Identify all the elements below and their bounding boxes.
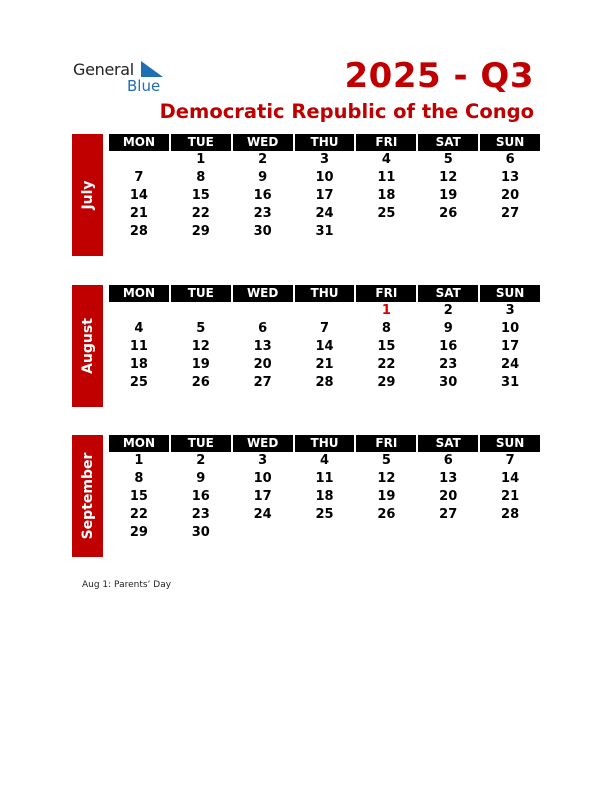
day-cell: 7 (319, 321, 330, 336)
week-row (109, 151, 540, 169)
day-cell: 17 (315, 188, 334, 203)
day-cell: 29 (129, 525, 148, 540)
logo-text-blue: Blue (127, 77, 161, 95)
empty-day-cell (109, 302, 169, 320)
week-row (109, 320, 540, 338)
day-cell: 20 (501, 188, 520, 203)
weekday-header: FRI (356, 134, 416, 151)
week-row (109, 452, 540, 470)
day-cell: 9 (196, 471, 206, 486)
day-cell: 24 (315, 206, 334, 221)
day-cell: 11 (129, 339, 148, 354)
day-cell: 18 (315, 489, 334, 504)
day-cell: 13 (439, 471, 458, 486)
day-cell: 1 (196, 152, 206, 167)
day-cell: 19 (439, 188, 458, 203)
day-cell: 2 (443, 303, 453, 318)
day-cell: 10 (501, 321, 520, 336)
day-cell: 15 (129, 489, 148, 504)
day-cell: 2 (196, 453, 206, 468)
weekday-header: TUE (171, 285, 231, 302)
country-subtitle: Democratic Republic of the Congo (159, 100, 534, 123)
day-cell: 30 (253, 224, 272, 239)
weekday-header: MON (109, 134, 169, 151)
day-cell: 10 (315, 170, 334, 185)
weekday-header: THU (295, 134, 355, 151)
day-cell: 20 (439, 489, 458, 504)
weekday-header: SUN (480, 134, 540, 151)
day-cell: 15 (191, 188, 210, 203)
weekday-header: MON (109, 285, 169, 302)
day-cell: 3 (258, 453, 268, 468)
weekday-header: SUN (480, 285, 540, 302)
empty-day-cell (171, 302, 231, 320)
day-cell: 12 (377, 471, 396, 486)
month-name: July (79, 180, 96, 210)
day-cell: 27 (501, 206, 520, 221)
day-cell: 28 (315, 375, 334, 390)
weekday-header: WED (233, 134, 293, 151)
empty-day-cell (480, 524, 540, 542)
week-row (109, 356, 540, 374)
weekday-header: WED (233, 285, 293, 302)
day-cell: 6 (258, 321, 268, 336)
day-cell: 25 (377, 206, 396, 221)
empty-day-cell (233, 524, 293, 542)
generalblue-logo (73, 60, 173, 96)
day-cell: 28 (501, 507, 520, 522)
day-cell: 12 (439, 170, 458, 185)
day-cell: 31 (315, 224, 334, 239)
day-cell: 8 (134, 471, 144, 486)
holiday-day-cell: 1 (381, 303, 391, 318)
day-cell: 4 (134, 321, 144, 336)
month-grid (109, 285, 540, 392)
logo-text-general: General (73, 60, 134, 79)
day-cell: 26 (439, 206, 458, 221)
weekday-header: TUE (171, 134, 231, 151)
day-cell: 23 (439, 357, 458, 372)
week-row (109, 169, 540, 187)
week-row (109, 524, 540, 542)
week-row (109, 374, 540, 392)
day-cell: 1 (134, 453, 144, 468)
week-row (109, 338, 540, 356)
weekday-header: MON (109, 435, 169, 452)
day-cell: 16 (253, 188, 272, 203)
day-cell: 6 (505, 152, 515, 167)
day-cell: 29 (377, 375, 396, 390)
weekday-header-row (109, 134, 540, 151)
day-cell: 30 (191, 525, 210, 540)
day-cell: 24 (501, 357, 520, 372)
month-name: August (79, 318, 96, 374)
day-cell: 21 (501, 489, 520, 504)
day-cell: 4 (319, 453, 330, 468)
week-row (109, 223, 540, 241)
empty-day-cell (418, 223, 478, 241)
weekday-header: SAT (418, 134, 478, 151)
week-row (109, 470, 540, 488)
day-cell: 22 (129, 507, 148, 522)
day-cell: 24 (253, 507, 272, 522)
day-cell: 7 (505, 453, 515, 468)
logo-triangle-icon (141, 61, 163, 77)
empty-day-cell (109, 151, 169, 169)
day-cell: 26 (191, 375, 210, 390)
weekday-header: WED (233, 435, 293, 452)
day-cell: 4 (381, 152, 391, 167)
day-cell: 27 (439, 507, 458, 522)
day-cell: 13 (501, 170, 520, 185)
month-grid (109, 435, 540, 542)
day-cell: 22 (377, 357, 396, 372)
month-label-tab (72, 435, 103, 557)
week-row (109, 187, 540, 205)
empty-day-cell (295, 524, 355, 542)
weekday-header: SAT (418, 435, 478, 452)
empty-day-cell (295, 302, 355, 320)
day-cell: 6 (443, 453, 453, 468)
week-row (109, 302, 540, 320)
day-cell: 15 (377, 339, 396, 354)
day-cell: 22 (191, 206, 210, 221)
month-label-tab (72, 134, 103, 256)
day-cell: 5 (196, 321, 206, 336)
day-cell: 21 (315, 357, 334, 372)
day-cell: 3 (505, 303, 515, 318)
weekday-header: SAT (418, 285, 478, 302)
day-cell: 11 (377, 170, 396, 185)
month-label-tab (72, 285, 103, 407)
day-cell: 8 (196, 170, 206, 185)
day-cell: 3 (319, 152, 330, 167)
weekday-header-row (109, 285, 540, 302)
holiday-note: Aug 1: Parents’ Day (82, 580, 172, 590)
day-cell: 16 (439, 339, 458, 354)
empty-day-cell (233, 302, 293, 320)
day-cell: 16 (191, 489, 210, 504)
empty-day-cell (480, 223, 540, 241)
day-cell: 14 (129, 188, 148, 203)
day-cell: 21 (129, 206, 148, 221)
week-row (109, 488, 540, 506)
day-cell: 5 (381, 453, 391, 468)
day-cell: 31 (501, 375, 520, 390)
day-cell: 17 (253, 489, 272, 504)
day-cell: 30 (439, 375, 458, 390)
day-cell: 11 (315, 471, 334, 486)
empty-day-cell (356, 524, 416, 542)
day-cell: 10 (253, 471, 272, 486)
day-cell: 17 (501, 339, 520, 354)
day-cell: 13 (253, 339, 272, 354)
weekday-header: FRI (356, 285, 416, 302)
day-cell: 20 (253, 357, 272, 372)
weekday-header: THU (295, 435, 355, 452)
day-cell: 7 (134, 170, 144, 185)
day-cell: 14 (315, 339, 334, 354)
week-row (109, 205, 540, 223)
day-cell: 2 (258, 152, 268, 167)
weekday-header: THU (295, 285, 355, 302)
day-cell: 29 (191, 224, 210, 239)
day-cell: 23 (191, 507, 210, 522)
day-cell: 28 (129, 224, 148, 239)
weekday-header: SUN (480, 435, 540, 452)
day-cell: 25 (129, 375, 148, 390)
weekday-header-row (109, 435, 540, 452)
day-cell: 18 (129, 357, 148, 372)
weekday-header: FRI (356, 435, 416, 452)
month-name: September (79, 452, 96, 540)
day-cell: 12 (191, 339, 210, 354)
day-cell: 23 (253, 206, 272, 221)
empty-day-cell (418, 524, 478, 542)
day-cell: 14 (501, 471, 520, 486)
month-grid (109, 134, 540, 241)
page-title: 2025 - Q3 (344, 56, 534, 96)
day-cell: 9 (443, 321, 453, 336)
day-cell: 25 (315, 507, 334, 522)
day-cell: 26 (377, 507, 396, 522)
day-cell: 8 (381, 321, 391, 336)
week-row (109, 506, 540, 524)
day-cell: 18 (377, 188, 396, 203)
empty-day-cell (356, 223, 416, 241)
day-cell: 19 (377, 489, 396, 504)
day-cell: 19 (191, 357, 210, 372)
day-cell: 9 (258, 170, 268, 185)
day-cell: 5 (443, 152, 453, 167)
day-cell: 27 (253, 375, 272, 390)
weekday-header: TUE (171, 435, 231, 452)
